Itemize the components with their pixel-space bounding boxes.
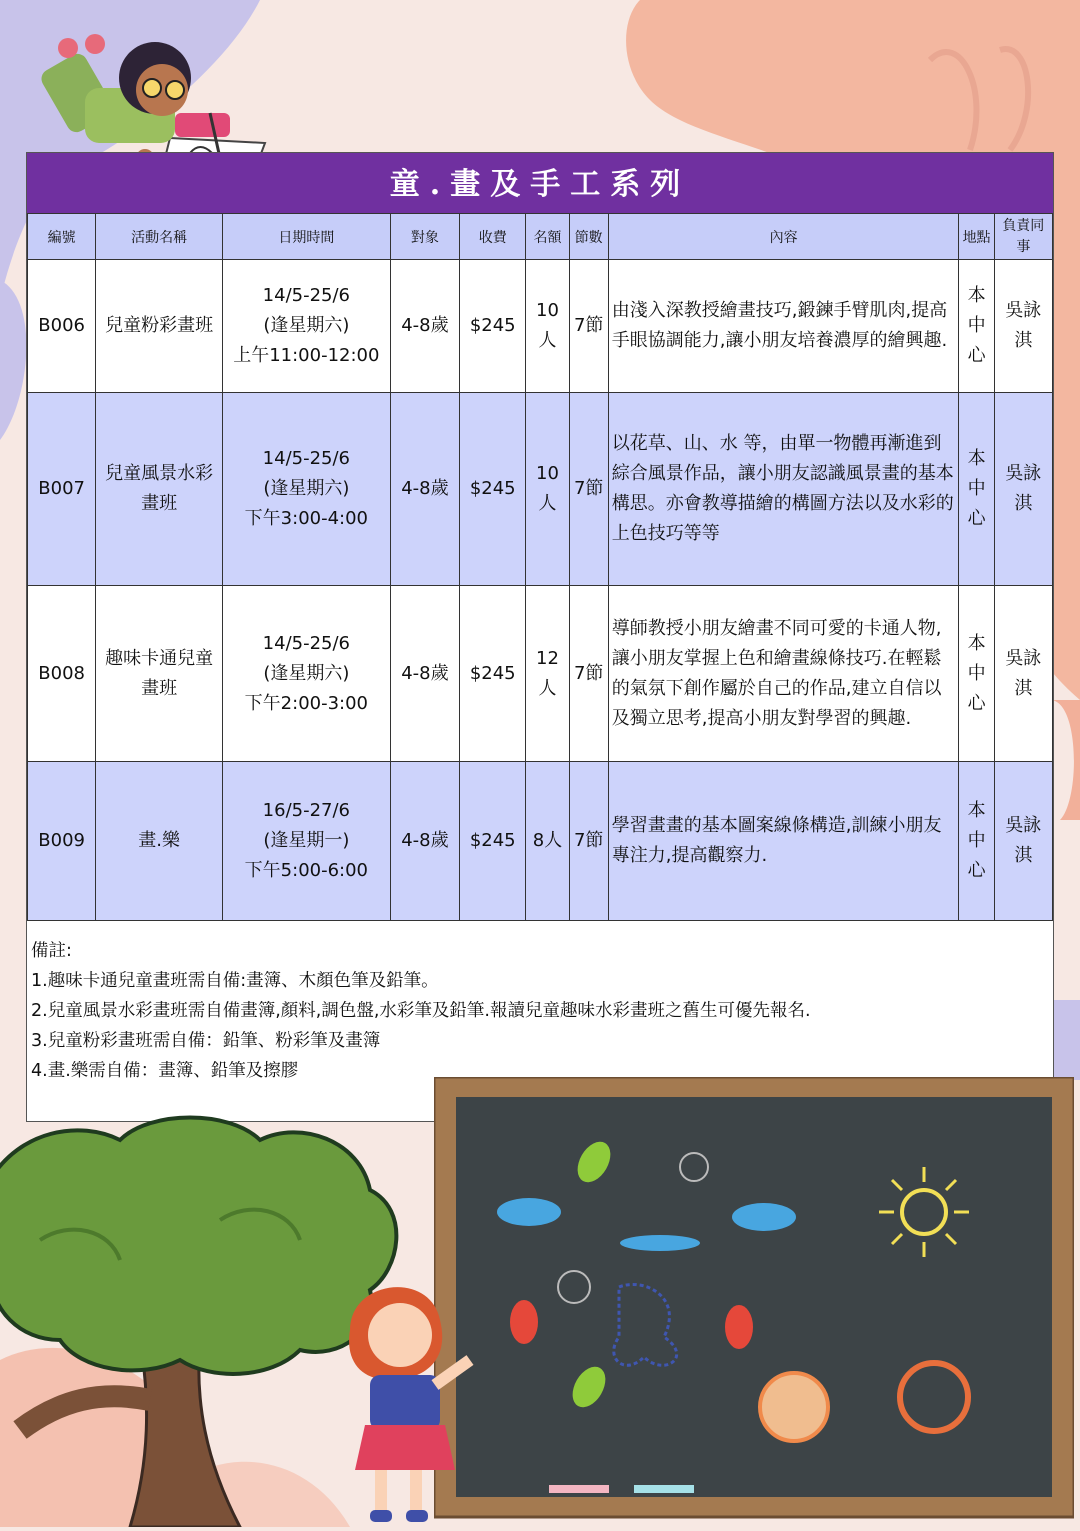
cell-target: 4-8歲 <box>390 393 459 586</box>
cell-location: 本 中 心 <box>959 586 994 762</box>
header-staff: 負責同事 <box>994 214 1052 260</box>
note-item: 3.兒童粉彩畫班需自備：鉛筆、粉彩筆及畫簿 <box>31 1031 381 1051</box>
table-header-row <box>28 214 1053 260</box>
course-table <box>27 213 1053 921</box>
cell-staff: 吳詠 淇 <box>994 393 1052 586</box>
cell-name: 兒童粉彩畫班 <box>96 260 223 393</box>
header-content: 內容 <box>608 214 959 260</box>
cell-sessions: 7節 <box>569 393 608 586</box>
cell-quota: 10 人 <box>526 260 569 393</box>
cell-target: 4-8歲 <box>390 586 459 762</box>
cell-content: 以花草、山、水 等，由單一物體再漸進到綜合風景作品，讓小朋友認識風景畫的基本構思。亦會教導描繪的構圖方法以及水彩的上色技巧等等 <box>608 393 959 586</box>
chalkboard-illustration <box>434 1077 1074 1525</box>
notes-section <box>31 936 1031 1086</box>
cell-sessions: 7節 <box>569 260 608 393</box>
cell-fee: $245 <box>460 260 526 393</box>
header-quota: 名額 <box>526 214 569 260</box>
cell-quota: 12 人 <box>526 586 569 762</box>
course-sheet <box>26 152 1054 1122</box>
cell-quota: 8人 <box>526 762 569 921</box>
cell-id: B009 <box>28 762 96 921</box>
cell-name: 畫.樂 <box>96 762 223 921</box>
cell-id: B006 <box>28 260 96 393</box>
cell-staff: 吳詠 淇 <box>994 762 1052 921</box>
cell-sessions: 7節 <box>569 762 608 921</box>
cell-location: 本 中 心 <box>959 762 994 921</box>
note-item: 2.兒童風景水彩畫班需自備畫簿,顏料,調色盤,水彩筆及鉛筆.報讀兒童趣味水彩畫班之舊生可優先報名. <box>31 1001 811 1021</box>
header-fee: 收費 <box>460 214 526 260</box>
cell-name: 兒童風景水彩 畫班 <box>96 393 223 586</box>
cell-content: 導師教授小朋友繪畫不同可愛的卡通人物,讓小朋友掌握上色和繪畫線條技巧.在輕鬆的氣氛下創作屬於自己的作品,建立自信以及獨立思考,提高小朋友對學習的興趣. <box>608 586 959 762</box>
table-row <box>28 586 1053 762</box>
cell-target: 4-8歲 <box>390 762 459 921</box>
note-item: 4.畫.樂需自備：畫簿、鉛筆及擦膠 <box>31 1061 299 1081</box>
girl-illustration <box>330 1270 490 1527</box>
cell-datetime: 14/5-25/6 (逢星期六) 上午11:00-12:00 <box>222 260 390 393</box>
cell-staff: 吳詠 淇 <box>994 586 1052 762</box>
cell-fee: $245 <box>460 586 526 762</box>
notes-heading: 備註: <box>31 941 72 961</box>
cell-location: 本 中 心 <box>959 393 994 586</box>
cell-staff: 吳詠 淇 <box>994 260 1052 393</box>
cell-quota: 10 人 <box>526 393 569 586</box>
cell-name: 趣味卡通兒童 畫班 <box>96 586 223 762</box>
header-location: 地點 <box>959 214 994 260</box>
table-row <box>28 393 1053 586</box>
header-sessions: 節數 <box>569 214 608 260</box>
cell-content: 學習畫畫的基本圖案線條構造,訓練小朋友專注力,提高觀察力. <box>608 762 959 921</box>
cell-sessions: 7節 <box>569 586 608 762</box>
cell-datetime: 14/5-25/6 (逢星期六) 下午2:00-3:00 <box>222 586 390 762</box>
note-item: 1.趣味卡通兒童畫班需自備:畫簿、木顏色筆及鉛筆。 <box>31 971 439 991</box>
header-datetime: 日期時間 <box>222 214 390 260</box>
cell-location: 本 中 心 <box>959 260 994 393</box>
header-target: 對象 <box>390 214 459 260</box>
table-row <box>28 762 1053 921</box>
table-row <box>28 260 1053 393</box>
cell-id: B007 <box>28 393 96 586</box>
cell-id: B008 <box>28 586 96 762</box>
cell-fee: $245 <box>460 393 526 586</box>
cell-target: 4-8歲 <box>390 260 459 393</box>
page-title: 童.畫及手工系列 <box>27 153 1053 213</box>
cell-datetime: 14/5-25/6 (逢星期六) 下午3:00-4:00 <box>222 393 390 586</box>
cell-content: 由淺入深教授繪畫技巧,鍛鍊手臂肌肉,提高手眼協調能力,讓小朋友培養濃厚的繪興趣. <box>608 260 959 393</box>
header-id: 編號 <box>28 214 96 260</box>
cell-fee: $245 <box>460 762 526 921</box>
header-name: 活動名稱 <box>96 214 223 260</box>
cell-datetime: 16/5-27/6 (逢星期一) 下午5:00-6:00 <box>222 762 390 921</box>
